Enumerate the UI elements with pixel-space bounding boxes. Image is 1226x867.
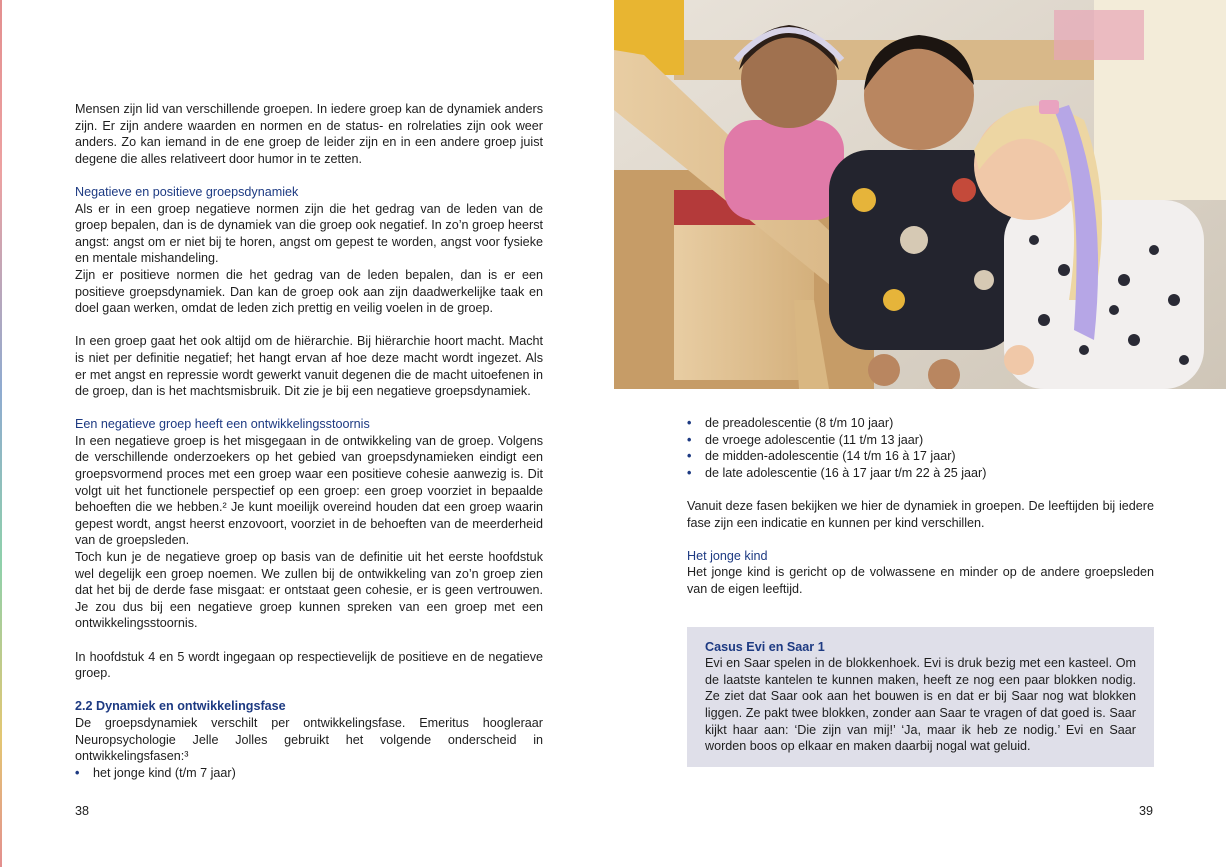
paragraph-positive-norms: Zijn er positieve normen die het gedrag van de leden bepalen, dan is er een positieve groepsdynamiek. Dan kan de groep ook aan zijn daadwerkelijke taak en doel gaan werken, omdat de leden zich prettig en veilig voelen in de groep.	[75, 267, 543, 316]
phase-list-continued	[687, 415, 1154, 481]
section-heading-young-child: Het jonge kind	[687, 548, 768, 563]
paragraph-negative-group-definition: Toch kun je de negatieve groep op basis van de definitie uit het eerste hoofdstuk wel degelijk een groep noemen. We zullen bij de ontwikkeling van zo’n groep zien dat het bij de derde fase misgaat: er ontstaat geen cohesie, er is geen vertrouwen. Je zou dus bij een negatieve groep kunnen spreken van een groep met een ontwikkelingsstoornis.	[75, 550, 543, 631]
page-number-right: 39	[1139, 804, 1154, 818]
list-item: • de midden-adolescentie (14 t/m 16 à 17 jaar)	[687, 448, 1154, 465]
list-item: • de preadolescentie (8 t/m 10 jaar)	[687, 415, 1154, 432]
paragraph-hierarchy: In een groep gaat het ook altijd om de hiërarchie. Bij hiërarchie hoort macht. Macht is niet per definitie negatief; het hangt ervan af hoe deze macht wordt ingezet. Als er met angst en repressie wordt gewerkt vanuit degenen die de macht uitoefenen in de groep, dan is het machtsmisbruik. Dit zie je bij een negatieve groepsdynamiek.	[75, 334, 543, 399]
left-page-text	[75, 101, 543, 781]
paragraph-negative-group: In een negatieve groep is het misgegaan in de ontwikkeling van de groep. Volgens de verschillende onderzoekers op het gebied van groepsdynamieken eindigt een groepsvormend proces met een groep waar een positieve cohesie aanwezig is. Dit volgt uit het functionele perspectief op een groep: een groep voorziet in bepaalde behoeften die we hebben.² Je kunt moeilijk overeind houden dat een groep waarin gepest wordt, angst heerst enzovoort, voorziet in de behoeften van de meerderheid van de groepsleden.	[75, 433, 543, 548]
intro-paragraph: Mensen zijn lid van verschillende groepen. In iedere groep kan de dynamiek anders zijn. Er zijn andere waarden en normen en de status- en rolrelaties zijn ook weer anders. Zo kan iemand in de ene groep de leider zijn en in een andere groep juist degene die alles relativeert door humor in te zetten.	[75, 102, 543, 166]
paragraph-development-phases: De groepsdynamiek verschilt per ontwikkelingsfase. Emeritus hoogleraar Neuropsychologie Jelle Jolles gebruikt het volgende onderscheid in ontwikkelingsfasen:³	[75, 715, 543, 764]
list-item: • de vroege adolescentie (11 t/m 13 jaar)	[687, 432, 1154, 449]
section-heading-groupdynamics: Negatieve en positieve groepsdynamiek	[75, 184, 299, 199]
list-item: • het jonge kind (t/m 7 jaar)	[75, 765, 543, 782]
paragraph-phases: Vanuit deze fasen bekijken we hier de dynamiek in groepen. De leeftijden bij iedere fase zijn een indicatie en kunnen per kind verschillen.	[687, 498, 1154, 530]
section-heading-2-2: 2.2 Dynamiek en ontwikkelingsfase	[75, 699, 286, 714]
list-item: • de late adolescentie (16 à 17 jaar t/m 22 à 25 jaar)	[687, 465, 1154, 482]
paragraph-young-child: Het jonge kind is gericht op de volwassene en minder op de andere groepsleden van de eigen leeftijd.	[687, 565, 1154, 596]
book-spine-edge	[0, 0, 2, 867]
paragraph-chapter-reference: In hoofdstuk 4 en 5 wordt ingegaan op respectievelijk de positieve en de negatieve groep.	[75, 649, 543, 681]
children-playing-photo	[614, 0, 1226, 389]
section-heading-development-disorder: Een negatieve groep heeft een ontwikkelingsstoornis	[75, 417, 370, 432]
casus-title: Casus Evi en Saar 1	[705, 639, 825, 654]
right-page-text	[687, 415, 1154, 767]
page-number-left: 38	[75, 804, 90, 818]
casus-box	[687, 627, 1154, 767]
casus-text: Evi en Saar spelen in de blokkenhoek. Evi is druk bezig met een kasteel. Om de laatste kantelen te kunnen maken, heeft ze nog een paar blokken nodig. Ze ziet dat Saar ook aan het bouwen is en dat er bij Saar nog wat blokken liggen. Ze pakt twee blokken, zonder aan Saar te vragen of dat goed is. Saar kijkt haar aan: ‘Die zijn van mij!’ ‘Ja, maar ik heb ze nodig.’ Evi en Saar worden boos op elkaar en maken daarbij nogal wat geluid.	[705, 656, 1136, 754]
paragraph-negative-norms: Als er in een groep negatieve normen zijn die het gedrag van de leden van de groep bepalen, dan is de dynamiek van die groep ook negatief. In zo’n groep heerst angst: angst om er niet bij te horen, angst om gepest te worden, angst voor fysieke en mentale mishandeling.	[75, 201, 543, 266]
phase-list-start	[75, 765, 543, 782]
